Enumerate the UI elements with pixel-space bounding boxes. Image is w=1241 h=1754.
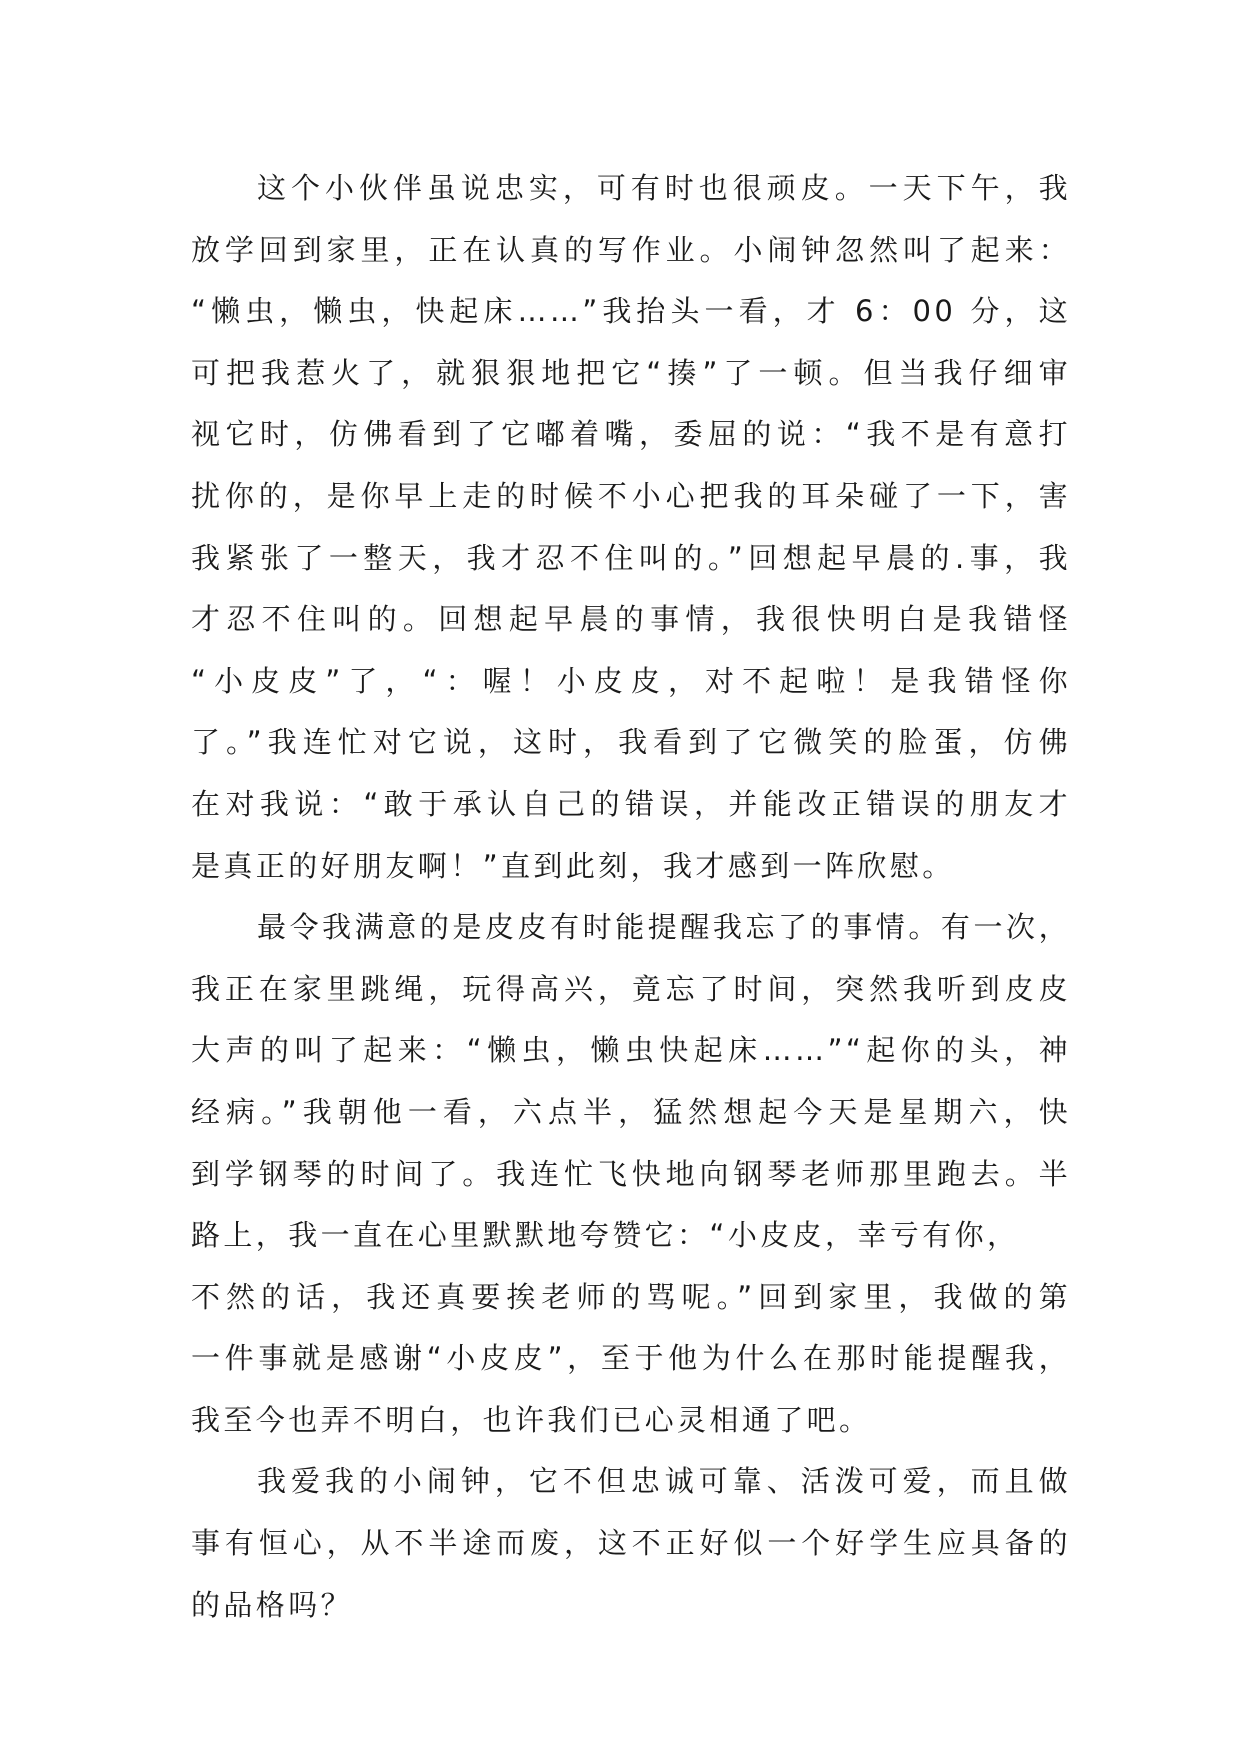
paragraph-2-line-9: 我至今也弄不明白，也许我们已心灵相通了吧。 xyxy=(191,1402,872,1437)
paragraph-2-line-4: 经病。”我朝他一看，六点半，猛然想起今天是星期六，快 xyxy=(191,1094,1071,1129)
paragraph-2-line-5: 到学钢琴的时间了。我连忙飞快地向钢琴老师那里跑去。半 xyxy=(191,1156,1071,1191)
paragraph-1-line-8: 才忍不住叫的。回想起早晨的事情，我很快明白是我错怪 xyxy=(191,602,1071,637)
paragraph-1-line-2: 放学回到家里，正在认真的写作业。小闹钟忽然叫了起来： xyxy=(191,232,1071,267)
paragraph-2-line-6: 路上，我一直在心里默默地夸赞它：“小皮皮，幸亏有你， xyxy=(191,1218,1020,1253)
paragraph-1-line-12: 是真正的好朋友啊！”直到此刻，我才感到一阵欣慰。 xyxy=(191,848,955,883)
paragraph-2-line-2: 我正在家里跳绳，玩得高兴，竟忘了时间，突然我听到皮皮 xyxy=(191,971,1071,1006)
paragraph-1-line-9: “小皮皮”了，“：喔！小皮皮，对不起啦！是我错怪你 xyxy=(191,663,1071,698)
paragraph-1-line-5: 视它时，仿佛看到了它嘟着嘴，委屈的说：“我不是有意打 xyxy=(191,417,1071,452)
paragraph-1-line-10: 了。”我连忙对它说，这时，我看到了它微笑的脸蛋，仿佛 xyxy=(191,725,1071,760)
paragraph-2-line-1: 最令我满意的是皮皮有时能提醒我忘了的事情。有一次， xyxy=(257,910,1071,945)
paragraph-2-line-7: 不然的话，我还真要挨老师的骂呢。”回到家里，我做的第 xyxy=(191,1279,1071,1314)
paragraph-2-line-8: 一件事就是感谢“小皮皮”，至于他为什么在那时能提醒我， xyxy=(191,1341,1071,1376)
paragraph-3-line-2: 事有恒心，从不半途而废，这不正好似一个好学生应具备的 xyxy=(191,1526,1071,1561)
paragraph-1-line-4: 可把我惹火了，就狠狠地把它“揍”了一顿。但当我仔细审 xyxy=(191,355,1071,390)
paragraph-1-line-6: 扰你的，是你早上走的时候不小心把我的耳朵碰了一下，害 xyxy=(191,478,1071,513)
paragraph-1-line-7: 我紧张了一整天，我才忍不住叫的。”回想起早晨的.事，我 xyxy=(191,540,1071,575)
paragraph-1-line-1: 这个小伙伴虽说忠实，可有时也很顽皮。一天下午，我 xyxy=(257,171,1071,205)
paragraph-1-line-11: 在对我说：“敢于承认自己的错误，并能改正错误的朋友才 xyxy=(191,786,1071,821)
paragraph-3-line-3: 的品格吗？ xyxy=(191,1587,354,1622)
paragraph-3-line-1: 我爱我的小闹钟，它不但忠诚可靠、活泼可爱，而且做 xyxy=(257,1464,1071,1499)
paragraph-2-line-3: 大声的叫了起来：“懒虫，懒虫快起床……”“起你的头，神 xyxy=(191,1033,1071,1068)
paragraph-1-line-3: “懒虫，懒虫，快起床……”我抬头一看，才 6：00 分，这 xyxy=(191,294,1071,329)
body-text xyxy=(191,158,1071,1636)
